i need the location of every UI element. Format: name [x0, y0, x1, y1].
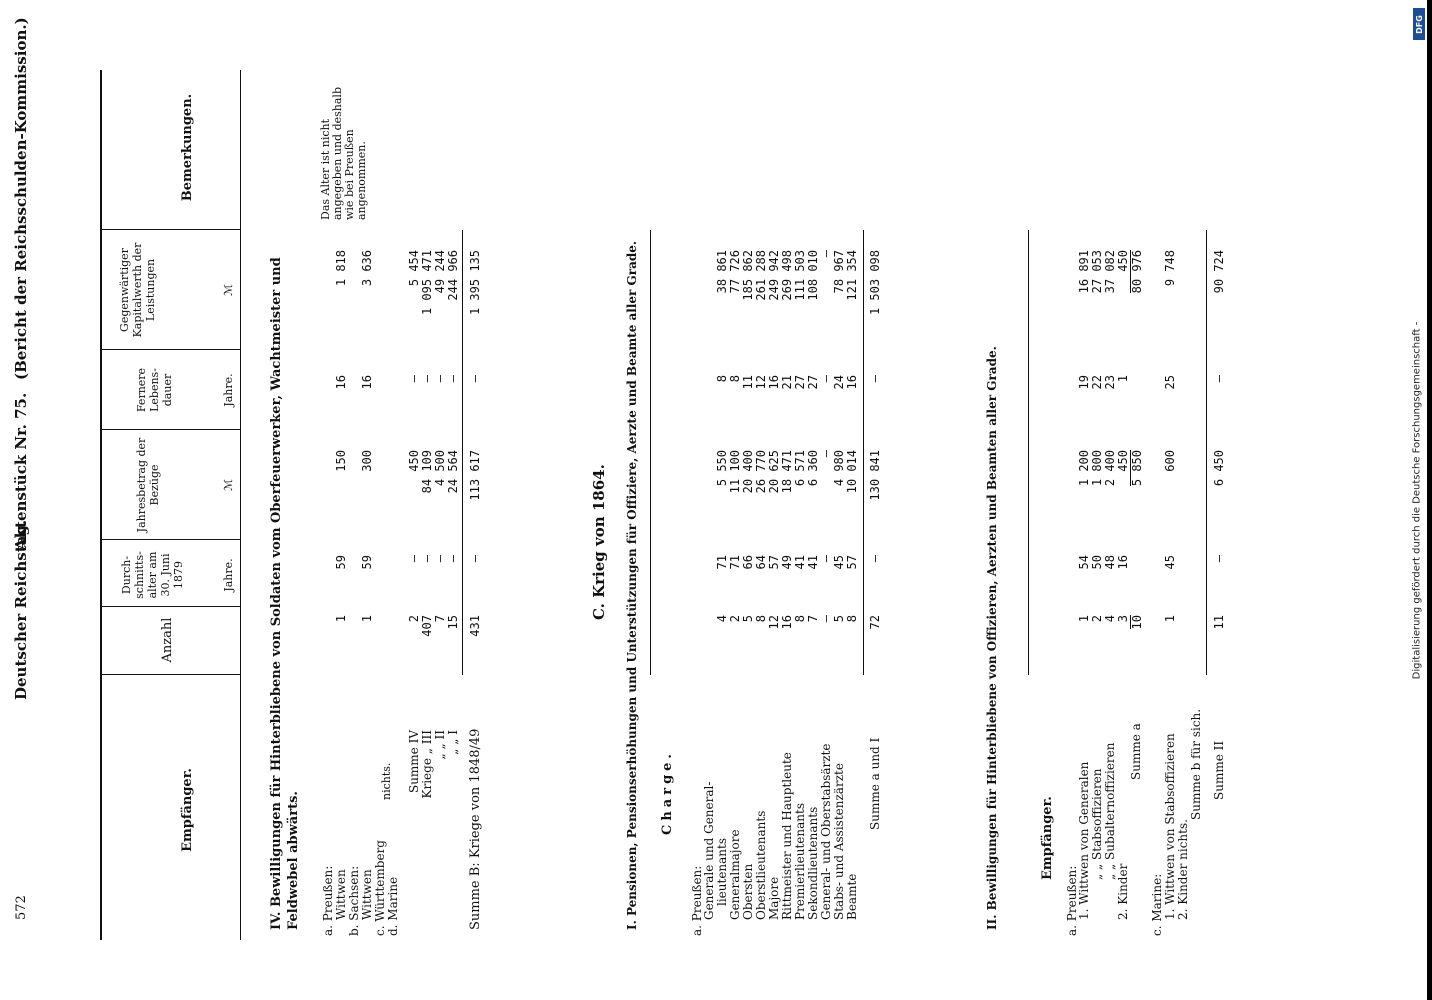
iv-total-annual: 113 617 [468, 450, 482, 501]
ii-total-life: — [1212, 375, 1226, 383]
c-capital-col: 38 861 77 726 185 862 261 288 249 942 269 498 111 503 108 010 — 78 967 121 354 [715, 250, 859, 301]
nichts-label: nichts. [380, 762, 393, 800]
iv-total-capital: 1 395 135 [468, 250, 482, 316]
ii-life-col: 19 22 23 1 [1077, 375, 1130, 390]
iv-total-age: — [468, 555, 482, 563]
c-total-capital: 1 503 098 [868, 250, 882, 316]
c-sum-rule [863, 230, 864, 675]
ii-marine-annual: 600 [1163, 450, 1177, 472]
ii-total-annual: 6 450 [1212, 450, 1226, 487]
colrule-5 [100, 349, 240, 350]
section-iv-title: IV. Bewilligungen für Hinterbliebene von Soldaten vom Oberfeuerwerker, Wachtmeister und Feldwebel abwärts. [269, 257, 301, 930]
col-age: Durch-schnitts-alter am 30. Juni 1879 [120, 551, 185, 599]
section-iv-sum-labels: Summe IV Kriege „ III „ „ II „ „ I [407, 730, 460, 799]
c-age-col: 71 71 66 64 57 49 41 41 — 45 57 [715, 555, 859, 570]
iv-sum-rule [462, 230, 463, 675]
iv-sum-age-col: — — — — [407, 555, 460, 563]
c-total-age: — [868, 555, 882, 563]
c-rule [650, 230, 651, 675]
col-annual: Jahresbetrag der Bezüge [135, 437, 161, 533]
ii-marine-age: 45 [1163, 555, 1177, 570]
section-c-sub-i: I. Pensionen, Pensionserhöhungen und Unterstützungen für Offiziere, Aerzte und Beamte aller Grade. [625, 240, 639, 930]
section-c-title: C. Krieg von 1864. [590, 464, 608, 620]
col-life: Fernere Lebens-dauer [135, 367, 174, 413]
c-annual-col: 5 550 11 100 20 400 26 770 20 625 18 471 6 571 6 360 — 4 980 10 014 [715, 450, 859, 494]
c-labels: Generale und General- lieutenants Generalmajore Obersten Oberstlieutenants Majore Rittmeister und Hauptleute Premierlieutenants Sekondlieutenants General- und Oberstabsärzte Stabs- und Assistenzärzte Beamte [702, 743, 859, 920]
ii-marine-life: 25 [1163, 375, 1177, 390]
col-recipient: Empfänger. [180, 768, 195, 852]
iv-sum-count-col: 2 407 7 15 [407, 615, 460, 637]
iv-sum-annual-col: 450 84 109 4 500 24 564 [407, 450, 460, 494]
iv-age-col: 59 59 [334, 555, 374, 570]
ii-age-col: 54 50 48 16 [1077, 555, 1130, 570]
col-annual-unit: ℳ [222, 479, 235, 491]
ii-count-col: 1 2 4 3 10 [1077, 615, 1144, 630]
iv-capital-col: 1 818 3 636 [334, 250, 374, 287]
section-ii-title: II. Bewilligungen für Hinterbliebene von Offizieren, Aerzten und Beamten aller Grade. [985, 346, 999, 930]
ii-marine-label: 1. Wittwen von Stabsoffizieren [1163, 733, 1177, 920]
dfg-logo: DFG [1413, 8, 1425, 40]
digitization-note: Digitalisierung gefördert durch die Deutsche Forschungsgemeinschaft - [1411, 321, 1423, 679]
ii-total-age: — [1212, 555, 1226, 563]
ii-summe-b: Summe b für sich. [1189, 708, 1203, 820]
ii-recipient-heading: Empfänger. [1040, 796, 1055, 880]
c-total-count: 72 [868, 615, 882, 630]
ii-sum-rule [1206, 230, 1207, 675]
iv-life-col: 16 16 [334, 375, 374, 390]
iv-annual-col: 150 300 [334, 450, 374, 472]
c-total-annual: 130 841 [868, 450, 882, 501]
ii-rule [1028, 230, 1029, 675]
iv-total-count: 431 [468, 615, 482, 637]
col-age-unit: Jahre. [222, 558, 235, 592]
c-life-col: 8 8 11 12 16 21 27 27 — 24 16 [715, 375, 859, 390]
c-count-col: 4 2 5 8 12 16 8 7 — 5 8 [715, 615, 859, 630]
ii-marine-group: c. Marine: [1150, 873, 1164, 936]
iv-total-life: — [468, 375, 482, 383]
ii-marine-kinder: 2. Kinder nichts. [1176, 819, 1190, 920]
col-capital-unit: ℳ [222, 284, 235, 296]
iv-sum-life-col: — — — — [407, 375, 460, 383]
colrule-6 [100, 229, 240, 230]
ii-marine-capital: 9 748 [1163, 250, 1177, 287]
rule-top [100, 70, 102, 940]
rule-header-bottom [240, 70, 241, 940]
page-title: Deutscher Reichstag. [12, 519, 30, 700]
c-total-life: — [868, 375, 882, 383]
iv-remark: Das Alter ist nicht angegeben und deshalb wie bei Preußen angenommen. [319, 87, 368, 220]
col-life-unit: Jahre. [222, 373, 235, 407]
colrule-4 [100, 429, 240, 430]
page-number: 572 [14, 895, 29, 920]
iv-count-col: 1 1 [334, 615, 374, 623]
page-subtitle: (Bericht der Reichsschulden-Kommission.) [12, 17, 30, 380]
ii-marine-count: 1 [1163, 615, 1177, 623]
ii-total-label: Summe II [1212, 740, 1226, 800]
ii-annual-col: 1 200 1 800 2 400 450 5 850 [1077, 450, 1144, 487]
ii-capital-col: 16 891 27 053 37 082 450 80 976 [1077, 250, 1144, 294]
ii-total-count: 11 [1212, 615, 1226, 630]
col-remarks: Bemerkungen. [180, 93, 195, 202]
col-capital: Gegenwärtiger Kapitalwerth der Leistungen [118, 242, 157, 338]
iv-sum-capital-col: 5 454 1 095 471 49 244 244 966 [407, 250, 460, 316]
ii-total-capital: 90 724 [1212, 250, 1226, 294]
colrule-3 [100, 539, 240, 540]
c-group: a. Preußen: [690, 865, 704, 936]
ii-group: a. Preußen: [1065, 865, 1079, 936]
colrule-1 [100, 674, 240, 675]
charge-heading: Charge. [660, 750, 675, 835]
section-iv-labels: a. Preußen: Wittwen b. Sachsen: Wittwen c. Württemberg d. Marine [321, 840, 400, 936]
document-number: Aktenstück Nr. 75. [12, 392, 30, 550]
iv-total-label: Summe B: Kriege von 1848/49 [468, 728, 483, 930]
colrule-2 [100, 606, 240, 607]
col-count: Anzahl [160, 617, 175, 663]
c-total-label: Summe a und I [868, 737, 882, 830]
ii-labels: 1. Wittwen von Generalen „ „ Stabsoffizieren „ „ Subalternoffizieren 2. Kinder Summe a [1077, 723, 1143, 920]
